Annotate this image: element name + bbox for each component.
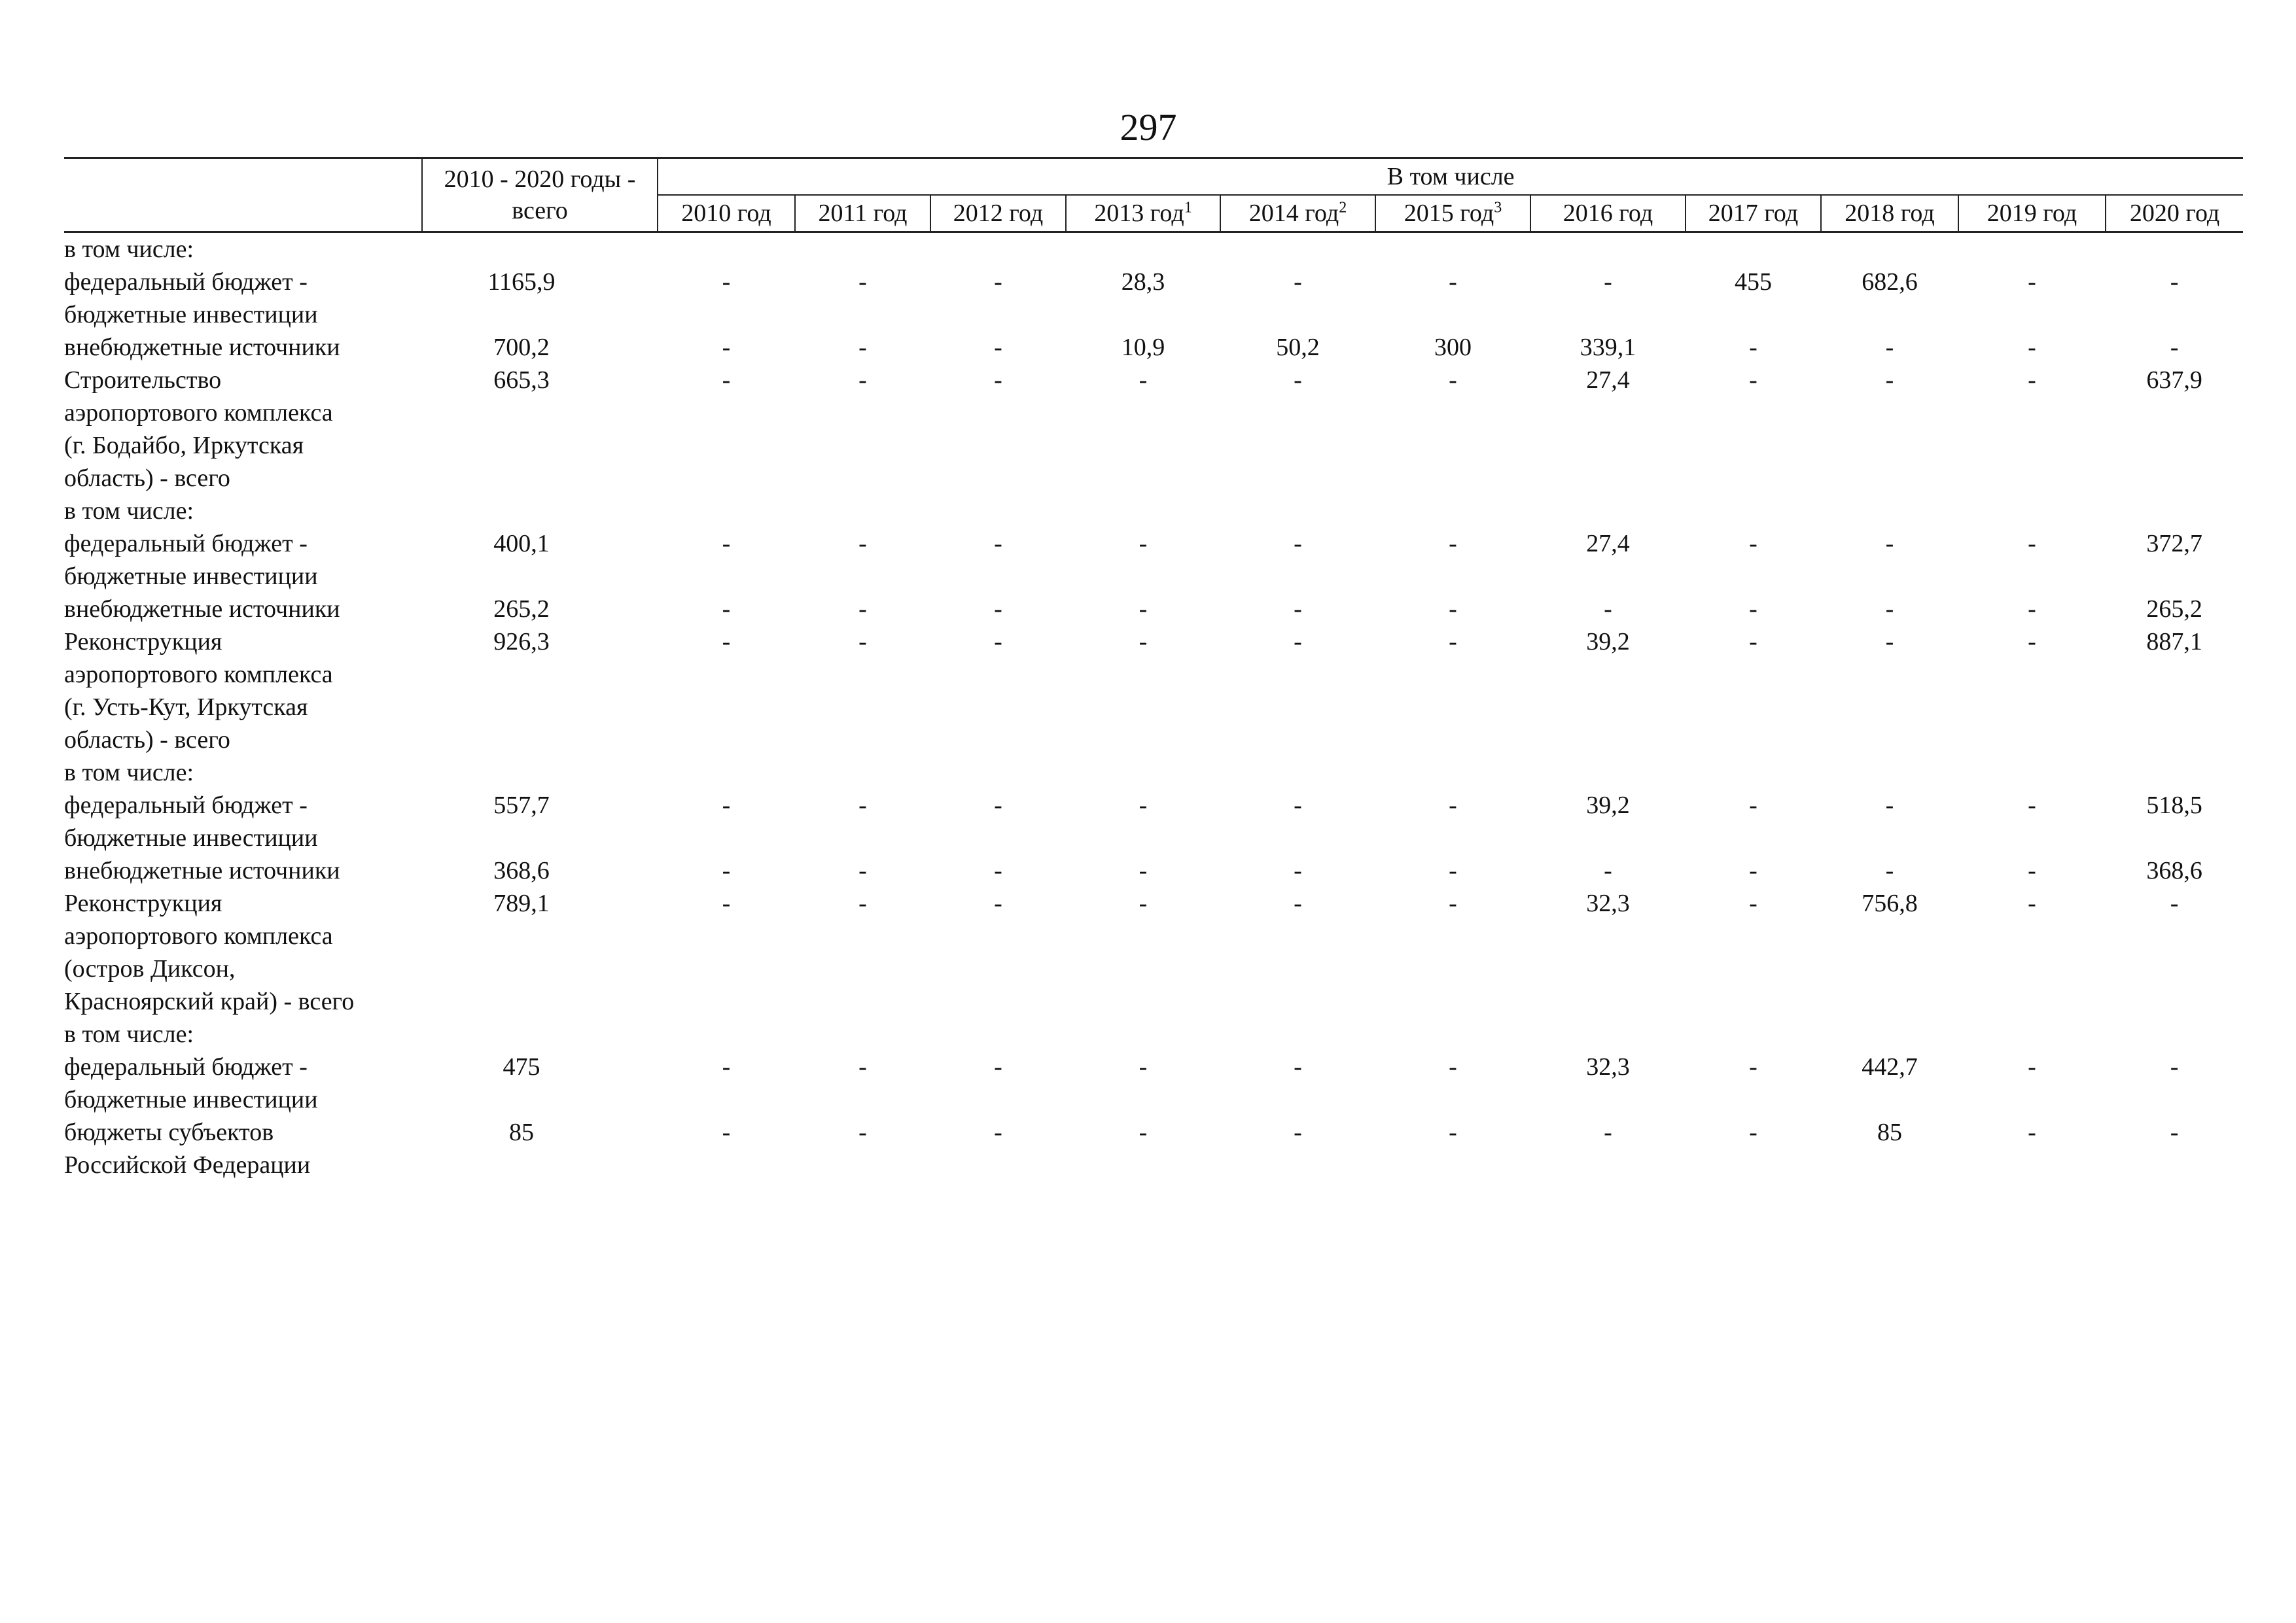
cell-year-value: - [1604,268,1612,296]
row-subheading: в том числе: [64,759,194,786]
cell-year-value: - [1139,792,1148,819]
row-source-label: федеральный бюджет - бюджетные инвестиции [64,530,318,590]
cell-year-value: - [1449,268,1457,296]
cell-year-value: 10,9 [1121,334,1165,361]
header-label-column [64,158,422,232]
cell-year-value: - [1294,595,1302,623]
cell-year-value [2106,756,2243,789]
cell-year-value: 455 [1735,268,1772,296]
cell-year-value: - [1294,530,1302,557]
footnote-marker: 3 [1494,199,1502,217]
cell-year-value [2106,232,2243,266]
cell-year-value: - [1294,857,1302,884]
row-source-label: бюджеты субъектов Российской Федерации [64,1119,311,1179]
cell-year-value: 32,3 [1586,890,1630,917]
cell-year-value [1686,495,1821,527]
cell-year-value [930,232,1066,266]
header-year-5 [1375,195,1530,232]
cell-year-value: - [2028,1119,2036,1146]
cell-year-value: - [858,890,867,917]
cell-year-value: - [2028,530,2036,557]
cell-year-value: - [2170,1053,2179,1081]
cell-year-value: - [2028,628,2036,655]
row-total: 789,1 [493,890,550,917]
cell-year-value: - [858,268,867,296]
cell-year-value [795,756,930,789]
cell-year-value [658,232,795,266]
cell-year-value: 32,3 [1586,1053,1630,1081]
cell-year-value: - [994,890,1002,917]
cell-year-value: - [858,366,867,394]
cell-year-value [1220,232,1375,266]
cell-year-value: - [1139,1053,1148,1081]
page-number: 297 [1120,106,1177,148]
row-total [422,232,658,266]
cell-year-value: 50,2 [1276,334,1320,361]
cell-year-value: - [994,792,1002,819]
row-total: 368,6 [493,857,550,884]
table-row [64,495,2243,527]
cell-year-value [1375,232,1530,266]
cell-year-value: - [1749,334,1757,361]
cell-year-value: - [2028,1053,2036,1081]
cell-year-value: - [1294,890,1302,917]
cell-year-value: 637,9 [2146,366,2202,394]
cell-year-value: 372,7 [2146,530,2202,557]
cell-year-value: - [994,1053,1002,1081]
row-subheading: в том числе: [64,497,194,525]
row-total [422,1018,658,1051]
cell-year-value: 518,5 [2146,792,2202,819]
header-year-label: 2013 год [1094,200,1184,227]
cell-year-value: - [2170,1119,2179,1146]
row-source-label: внебюджетные источники [64,595,340,623]
cell-year-value [1686,232,1821,266]
cell-year-value: - [1294,628,1302,655]
cell-year-value: 887,1 [2146,628,2202,655]
cell-year-value: - [1139,628,1148,655]
cell-year-value [1066,1018,1220,1051]
cell-year-value: - [722,268,731,296]
cell-year-value [1686,756,1821,789]
cell-year-value [1686,1018,1821,1051]
cell-year-value: 85 [1877,1119,1902,1146]
cell-year-value: - [722,530,731,557]
cell-year-value: - [1449,595,1457,623]
row-total: 665,3 [493,366,550,394]
cell-year-value: - [722,890,731,917]
cell-year-value [1220,756,1375,789]
row-source-label: федеральный бюджет - бюджетные инвестиции [64,792,318,852]
header-year-10 [2106,195,2243,232]
cell-year-value [1375,1018,1530,1051]
table-row [64,789,2243,854]
cell-year-value: - [1139,857,1148,884]
row-total: 700,2 [493,334,550,361]
table-row [64,1051,2243,1116]
cell-year-value [1958,1018,2106,1051]
header-year-label: 2019 год [1987,200,2077,227]
table-header [64,158,2243,232]
cell-year-value: - [1139,595,1148,623]
cell-year-value: - [722,1053,731,1081]
cell-year-value: - [858,334,867,361]
row-total: 85 [509,1119,534,1146]
table-row [64,232,2243,266]
cell-year-value: - [1294,268,1302,296]
cell-year-value: - [1139,1119,1148,1146]
cell-year-value: - [1139,366,1148,394]
cell-year-value: 27,4 [1586,366,1630,394]
cell-year-value: 39,2 [1586,792,1630,819]
cell-year-value [930,495,1066,527]
cell-year-value: - [1294,792,1302,819]
cell-year-value [1530,232,1686,266]
cell-year-value: - [2028,366,2036,394]
cell-year-value [1220,495,1375,527]
cell-year-value: - [1885,792,1894,819]
cell-year-value: - [722,792,731,819]
cell-year-value: - [994,334,1002,361]
table-row [64,527,2243,593]
row-title: Строительство аэропортового комплекса (г. Бодайбо, Иркутская область) - всего [64,366,333,492]
row-total: 265,2 [493,595,550,623]
financing-table [64,157,2243,1181]
cell-year-value: 682,6 [1862,268,1918,296]
cell-year-value: - [1604,857,1612,884]
header-year-8 [1821,195,1958,232]
cell-year-value [930,1018,1066,1051]
cell-year-value: - [722,595,731,623]
cell-year-value: - [1449,890,1457,917]
cell-year-value: - [1749,595,1757,623]
cell-year-value: - [2170,268,2179,296]
row-source-label: федеральный бюджет - бюджетные инвестиции [64,1053,318,1113]
cell-year-value: - [2170,334,2179,361]
cell-year-value: - [994,366,1002,394]
row-total: 557,7 [493,792,550,819]
cell-year-value: - [1885,857,1894,884]
cell-year-value [1530,756,1686,789]
cell-year-value: - [1604,1119,1612,1146]
cell-year-value: 442,7 [1862,1053,1918,1081]
cell-year-value: - [1294,1119,1302,1146]
cell-year-value [1066,232,1220,266]
row-source-label: внебюджетные источники [64,857,340,884]
cell-year-value [1958,756,2106,789]
cell-year-value: - [994,530,1002,557]
cell-year-value: - [994,628,1002,655]
table-row [64,593,2243,625]
cell-year-value: - [722,857,731,884]
header-year-label: 2016 год [1563,200,1653,227]
cell-year-value: - [1885,628,1894,655]
cell-year-value: - [1749,857,1757,884]
cell-year-value: - [2028,595,2036,623]
cell-year-value: - [1449,1119,1457,1146]
cell-year-value: - [2028,334,2036,361]
cell-year-value: - [1749,792,1757,819]
cell-year-value: - [722,334,731,361]
cell-year-value: 39,2 [1586,628,1630,655]
cell-year-value: - [1749,1053,1757,1081]
table-row [64,1116,2243,1181]
header-year-7 [1686,195,1821,232]
cell-year-value: - [858,1053,867,1081]
cell-year-value [1821,1018,1958,1051]
cell-year-value: - [1885,530,1894,557]
header-year-label: 2012 год [953,200,1044,227]
cell-year-value [795,1018,930,1051]
cell-year-value: - [1749,366,1757,394]
cell-year-value: - [1449,530,1457,557]
cell-year-value: - [994,857,1002,884]
cell-year-value: 28,3 [1121,268,1165,296]
row-total [422,495,658,527]
cell-year-value: - [858,595,867,623]
table-row [64,331,2243,364]
cell-year-value: - [858,857,867,884]
table-row [64,756,2243,789]
cell-year-value: - [858,1119,867,1146]
header-year-label: 2017 год [1708,200,1799,227]
cell-year-value [1821,232,1958,266]
row-total: 400,1 [493,530,550,557]
cell-year-value: 368,6 [2146,857,2202,884]
cell-year-value: - [2028,268,2036,296]
cell-year-value [1821,495,1958,527]
table-body [64,232,2243,1182]
cell-year-value: 27,4 [1586,530,1630,557]
cell-year-value: - [1749,530,1757,557]
cell-year-value: - [1139,890,1148,917]
header-year-label: 2014 год [1248,200,1339,227]
cell-year-value: - [1294,366,1302,394]
row-total: 1165,9 [487,268,556,296]
cell-year-value [930,756,1066,789]
header-year-2 [930,195,1066,232]
cell-year-value: - [858,628,867,655]
header-year-1 [795,195,930,232]
cell-year-value: - [2028,857,2036,884]
cell-year-value [1375,756,1530,789]
header-year-4 [1220,195,1375,232]
cell-year-value [1530,1018,1686,1051]
cell-year-value: - [1449,792,1457,819]
cell-year-value: - [858,792,867,819]
table-row [64,266,2243,331]
header-year-label: 2011 год [818,200,908,227]
row-subheading: в том числе: [64,236,194,263]
footnote-marker: 2 [1339,199,1347,217]
header-year-6 [1530,195,1686,232]
cell-year-value [2106,495,2243,527]
table-row [64,1018,2243,1051]
cell-year-value: - [2028,890,2036,917]
cell-year-value [2106,1018,2243,1051]
header-year-label: 2018 год [1845,200,1935,227]
row-source-label: внебюджетные источники [64,334,340,361]
cell-year-value: - [1604,595,1612,623]
cell-year-value [1066,756,1220,789]
header-year-9 [1958,195,2106,232]
row-total: 926,3 [493,628,550,655]
cell-year-value [1958,232,2106,266]
table-row [64,854,2243,887]
cell-year-value [1958,495,2106,527]
cell-year-value [1066,495,1220,527]
cell-year-value: 300 [1434,334,1472,361]
cell-year-value: - [994,268,1002,296]
cell-year-value: - [1749,1119,1757,1146]
cell-year-value: 756,8 [1862,890,1918,917]
cell-year-value: - [722,366,731,394]
header-year-label: 2020 год [2129,200,2220,227]
cell-year-value: - [722,1119,731,1146]
cell-year-value: - [1449,1053,1457,1081]
row-total: 475 [503,1053,540,1081]
cell-year-value: - [858,530,867,557]
cell-year-value: - [994,595,1002,623]
table-row [64,625,2243,756]
header-year-3 [1066,195,1220,232]
row-total [422,756,658,789]
cell-year-value: - [1449,628,1457,655]
cell-year-value: - [2170,890,2179,917]
cell-year-value: 265,2 [2146,595,2202,623]
cell-year-value [658,756,795,789]
cell-year-value [795,495,930,527]
footnote-marker: 1 [1184,199,1192,217]
header-year-0 [658,195,795,232]
cell-year-value [1220,1018,1375,1051]
cell-year-value: - [1139,530,1148,557]
cell-year-value: - [1449,857,1457,884]
cell-year-value: - [2028,792,2036,819]
cell-year-value: - [1885,366,1894,394]
row-subheading: в том числе: [64,1021,194,1048]
cell-year-value [658,495,795,527]
table-row [64,364,2243,495]
cell-year-value [795,232,930,266]
cell-year-value: - [1885,595,1894,623]
cell-year-value: - [1294,1053,1302,1081]
cell-year-value [1375,495,1530,527]
cell-year-value [1821,756,1958,789]
header-year-label: 2015 год [1404,200,1494,227]
header-group-label: В том числе [658,158,2243,196]
cell-year-value: - [1749,628,1757,655]
row-source-label: федеральный бюджет - бюджетные инвестиции [64,268,318,328]
cell-year-value: - [1885,334,1894,361]
header-total-column: 2010 - 2020 годы - всего [422,158,658,232]
cell-year-value: - [1749,890,1757,917]
cell-year-value: - [1449,366,1457,394]
cell-year-value [658,1018,795,1051]
cell-year-value: 339,1 [1580,334,1636,361]
cell-year-value: - [994,1119,1002,1146]
row-title: Реконструкция аэропортового комплекса (г. Усть-Кут, Иркутская область) - всего [64,628,333,754]
header-year-label: 2010 год [681,200,771,227]
row-title: Реконструкция аэропортового комплекса (остров Диксон, Красноярский край) - всего [64,890,355,1015]
cell-year-value [1530,495,1686,527]
table-row [64,887,2243,1018]
cell-year-value: - [722,628,731,655]
